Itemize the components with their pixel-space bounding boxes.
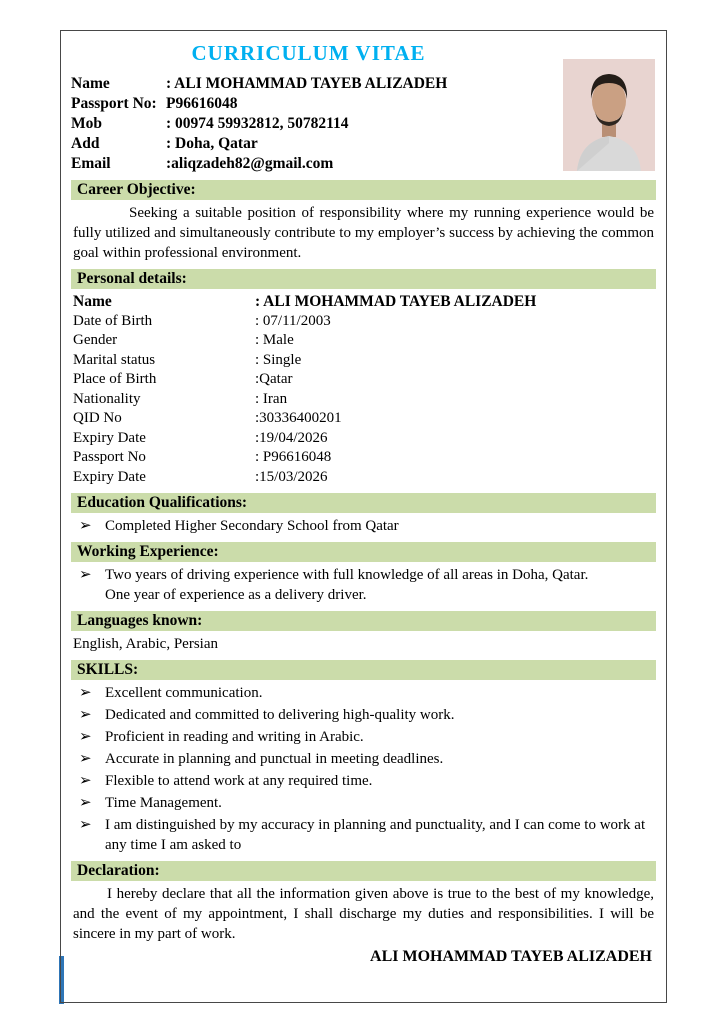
skills-list [71,683,656,855]
detail-value: : ALI MOHAMMAD TAYEB ALIZADEH [255,293,537,310]
arrow-bullet-icon: ➢ [79,707,92,723]
detail-value: :19/04/2026 [255,429,328,446]
detail-label: Name [73,293,112,310]
contact-info-block [71,74,541,174]
detail-label: Place of Birth [73,371,157,387]
experience-line-2: One year of experience as a delivery driver. [105,587,367,603]
personal-details-table [73,292,654,487]
detail-label: Nationality [73,390,141,407]
detail-value: : Single [255,351,302,368]
education-item [79,516,656,536]
skill-item-text: Accurate in planning and punctual in meeting deadlines. [105,751,444,767]
info-value: : Doha, Qatar [166,135,258,152]
skill-item-text: Excellent communication. [105,685,263,701]
person-portrait-graphic [563,59,655,171]
info-label: Email [71,155,111,172]
detail-value: :15/03/2026 [255,468,328,485]
experience-line-1: Two years of driving experience with full knowledge of all areas in Doha, Qatar. [105,567,589,583]
arrow-bullet-icon: ➢ [79,567,92,583]
detail-value: : 07/11/2003 [255,312,331,329]
info-row-passport [71,94,541,114]
detail-label: Date of Birth [73,312,153,329]
skill-item-text: Time Management. [105,795,222,811]
info-row-name [71,74,541,94]
personal-detail-row [73,429,654,449]
section-heading-personal-details: Personal details: [71,269,656,289]
personal-detail-row [73,409,654,429]
detail-label: Passport No [73,449,146,465]
personal-detail-row [73,370,654,390]
info-value: : 00974 59932812, 50782114 [166,115,349,132]
info-value: : ALI MOHAMMAD TAYEB ALIZADEH [166,75,448,92]
skill-item-text: Proficient in reading and writing in Arabic. [105,729,364,745]
detail-value: :30336400201 [255,410,342,426]
info-label: Name [71,75,110,92]
section-heading-experience: Working Experience: [71,542,656,562]
info-value: P96616048 [166,95,238,112]
skill-item-text: Dedicated and committed to delivering high-quality work. [105,707,455,723]
skill-item-text: Flexible to attend work at any required time. [105,773,373,789]
arrow-bullet-icon: ➢ [79,817,92,833]
detail-label: Expiry Date [73,468,146,485]
detail-value: : P96616048 [255,449,332,465]
skill-item [79,727,656,747]
personal-detail-row [73,468,654,488]
info-row-address [71,134,541,154]
career-objective-text: Seeking a suitable position of responsibility where my running experience would be fully utilized and simultaneously contribute to my employer’s success by achieving the common goal within professional environment. [73,205,654,261]
info-label: Passport No: [71,95,157,112]
detail-value: :Qatar [255,371,293,387]
skill-item [79,793,656,813]
detail-label: Expiry Date [73,429,146,446]
skill-item [79,815,656,855]
info-row-email [71,154,541,174]
arrow-bullet-icon: ➢ [79,729,92,745]
personal-detail-row [73,390,654,410]
page-border-frame [60,30,667,1003]
applicant-photo [563,59,655,171]
signature-name: ALI MOHAMMAD TAYEB ALIZADEH [370,948,652,965]
skill-item [79,683,656,703]
personal-detail-row [73,448,654,468]
detail-label: Marital status [73,351,156,368]
personal-detail-row [73,331,654,351]
info-label: Add [71,135,100,152]
section-heading-languages: Languages known: [71,611,656,631]
personal-detail-row [73,351,654,371]
personal-detail-row [73,292,654,312]
personal-detail-row [73,312,654,332]
experience-item [79,565,656,605]
skill-item [79,705,656,725]
experience-item-text [105,565,588,605]
arrow-bullet-icon: ➢ [79,518,92,534]
info-value: :aliqzadeh82@gmail.com [166,155,334,172]
arrow-bullet-icon: ➢ [79,751,92,767]
skill-item [79,749,656,769]
skill-item [79,771,656,791]
page-title: CURRICULUM VITAE [191,41,426,65]
arrow-bullet-icon: ➢ [79,685,92,701]
arrow-bullet-icon: ➢ [79,773,92,789]
section-heading-career-objective: Career Objective: [71,180,656,200]
detail-value: : Iran [255,390,288,407]
declaration-text: I hereby declare that all the information given above is true to the best of my knowledge, and the event of my appointment, I shall discharge my duties and responsibilities. I will be sincere in my part of work. [73,886,654,942]
skill-item-text: I am distinguished by my accuracy in planning and punctuality, and I can come to work at any time I am asked to [105,817,646,853]
section-heading-education: Education Qualifications: [71,493,656,513]
section-heading-declaration: Declaration: [71,861,656,881]
section-heading-skills: SKILLS: [71,660,656,680]
detail-label: QID No [73,410,122,426]
education-item-text: Completed Higher Secondary School from Qatar [105,518,399,534]
info-row-mobile [71,114,541,134]
arrow-bullet-icon: ➢ [79,795,92,811]
detail-value: : Male [255,332,294,348]
languages-text: English, Arabic, Persian [73,636,218,652]
detail-label: Gender [73,332,118,348]
info-label: Mob [71,115,102,132]
